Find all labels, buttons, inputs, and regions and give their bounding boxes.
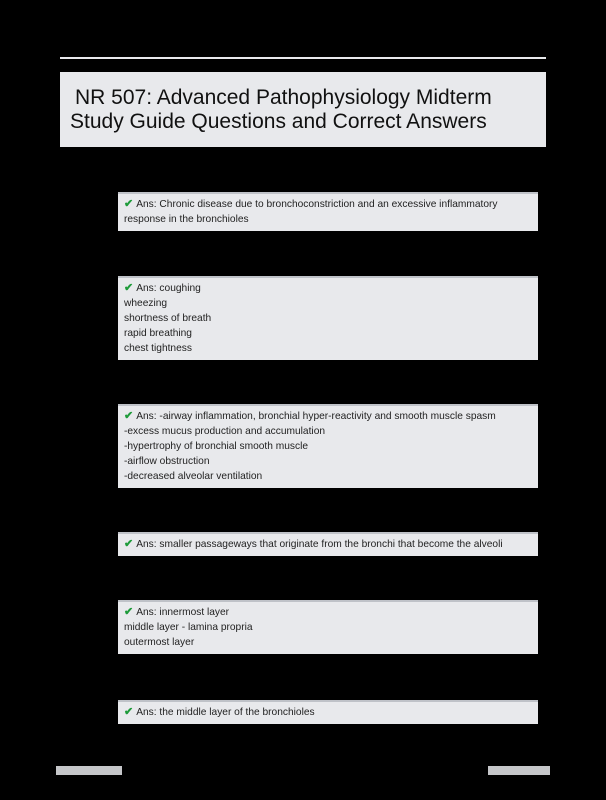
header-rule [60,57,546,59]
answer-box-6: ✔ Ans: the middle layer of the bronchioles [118,700,538,724]
title-line-1: NR 507: Advanced Pathophysiology Midterm [75,86,492,109]
footer-right-redacted [488,766,550,775]
page-title [60,72,546,147]
checkmark-icon: ✔ [124,410,134,422]
answer-box-3: ✔ Ans: -airway inflammation, bronchial hyper-reactivity and smooth muscle spasm -excess mucus production and accumulation -hypertrophy of bronchial smooth muscle -airflow obstruction -decreased alveolar ventilation [118,404,538,488]
checkmark-icon: ✔ [124,198,134,210]
checkmark-icon: ✔ [124,538,134,550]
checkmark-icon: ✔ [124,282,134,294]
answer-box-4: ✔ Ans: smaller passageways that originate from the bronchi that become the alveoli [118,532,538,556]
answer-box-2: ✔ Ans: coughing wheezing shortness of breath rapid breathing chest tightness [118,276,538,360]
checkmark-icon: ✔ [124,606,134,618]
title-line-2: Study Guide Questions and Correct Answers [70,110,487,133]
answer-box-5: ✔ Ans: innermost layer middle layer - lamina propria outermost layer [118,600,538,654]
checkmark-icon: ✔ [124,706,134,718]
answer-box-1: ✔ Ans: Chronic disease due to bronchoconstriction and an excessive inflammatory response in the bronchioles [118,192,538,231]
footer-left-redacted [56,766,122,775]
